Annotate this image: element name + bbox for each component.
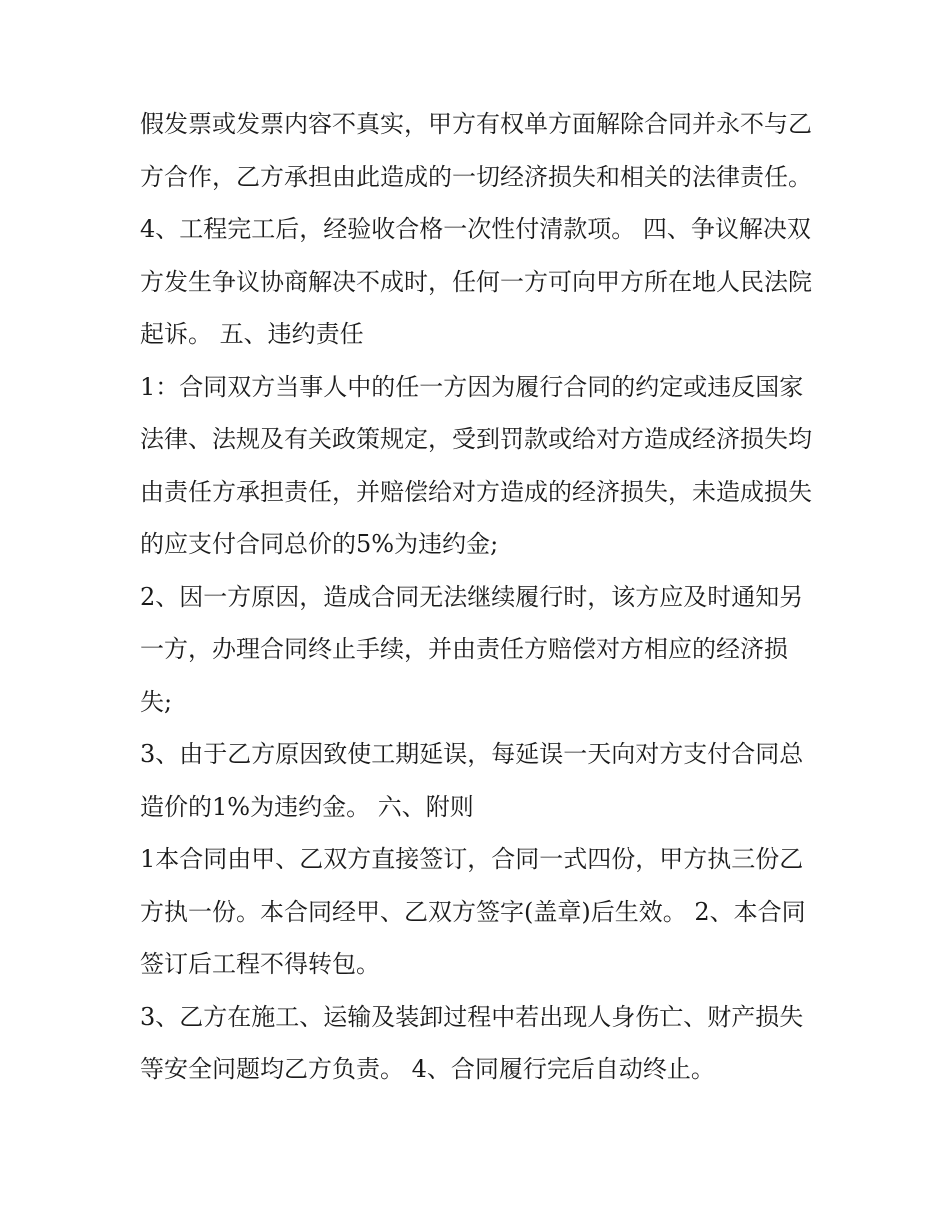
paragraph-payment-dispute: 4、工程完工后，经验收合格一次性付清款项。 四、争议解决双方发生争议协商解决不成时，任何一方可向甲方所在地人民法院起诉。 五、违约责任 xyxy=(140,215,812,348)
paragraph-breach-clause-3: 3、由于乙方原因致使工期延误，每延误一天向对方支付合同总造价的1%为违约金。 六、附则 xyxy=(140,740,804,821)
paragraph-supplementary-3: 3、乙方在施工、运输及装卸过程中若出现人身伤亡、财产损失等安全问题均乙方负责。 4、合同履行完后自动终止。 xyxy=(140,1002,804,1083)
paragraph-fake-invoice-clause: 假发票或发票内容不真实，甲方有权单方面解除合同并永不与乙方合作，乙方承担由此造成的一切经济损失和相关的法律责任。 xyxy=(140,110,812,191)
paragraph-breach-clause-1: 1：合同双方当事人中的任一方因为履行合同的约定或违反国家法律、法规及有关政策规定，受到罚款或给对方造成经济损失均由责任方承担责任，并赔偿给对方造成的经济损失，未造成损失的应支付合同总价的5%为违约金; xyxy=(140,372,812,558)
document-body xyxy=(140,98,820,1096)
paragraph-breach-clause-2: 2、因一方原因，造成合同无法继续履行时，该方应及时通知另一方，办理合同终止手续，并由责任方赔偿对方相应的经济损失; xyxy=(140,582,804,716)
paragraph-supplementary-1: 1本合同由甲、乙双方直接签订，合同一式四份，甲方执三份乙方执一份。本合同经甲、乙双方签字(盖章)后生效。 2、本合同签订后工程不得转包。 xyxy=(140,845,806,978)
